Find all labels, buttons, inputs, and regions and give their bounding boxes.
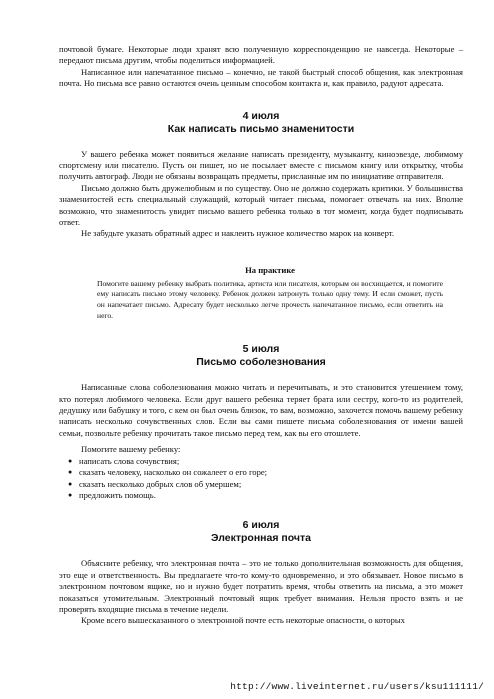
source-url-watermark: http://www.liveinternet.ru/users/ksu111111/ [230, 681, 484, 692]
intro-paragraph-2: Написанное или напечатанное письмо – конечно, не такой быстрый способ общения, как электронная почта. Но письма все равно остаются очень ценным способом контакта и, как правило, радуют адресата. [59, 66, 463, 89]
section-title: Как написать письмо знаменитости [167, 122, 355, 135]
document-page [59, 44, 463, 627]
list-intro: Помогите вашему ребенку: [81, 444, 181, 455]
section-title: Письмо соболезнования [196, 356, 326, 369]
practice-box [97, 264, 443, 321]
practice-text: Помогите вашему ребенку выбрать политика, артиста или писателя, которым он восхищается, и помогите ему написать письмо этому человеку. Ребенок должен затронуть только одну тему. И если сможет, пусть он напечатает письмо. Адресату будет несколько легче прочесть напечатанное письмо, если ответить на него. [97, 278, 443, 320]
list-item: ● сказать человеку, насколько он сожалеет о его горе; [68, 467, 268, 478]
section3-paragraph-1: Объясните ребенку, что электронная почта – это не только дополнительная возможность для общения, это еще и ответственность. Вы предлагаете что-то кому-то одновременно, и это обязывает. Новое письмо в электронном почтовом ящике, но и нужно будет потратить время, чтобы ответить на письма, а это может показаться утомительным. Электронный почтовый ящик требует внимания. Нельзя просто взять и не проверять входящие письма в течение недели. [59, 558, 463, 614]
section-date: 4 июля [242, 109, 280, 122]
section1-paragraph-3: Не забудьте указать обратный адрес и наклеить нужное количество марок на конверт. [81, 228, 395, 239]
intro-paragraph-1: почтовой бумаге. Некоторые люди хранят всю полученную корреспонденцию не навсегда. Некоторые – передают письма другим, чтобы поделиться информацией. [59, 44, 463, 66]
section3-paragraph-2: Кроме всего вышесказанного о электронной почте есть некоторые опасности, о которых [81, 615, 405, 626]
section1-paragraph-2: Письмо должно быть дружелюбным и по существу. Оно не должно содержать критики. У большинства знаменитостей есть специальный служащий, который читает письма, помогает отвечать на них. Вполне возможно, что знаменитость увидит письмо вашего ребенка только в тот момент, когда будет подписывать ответ. [59, 182, 463, 228]
bullet-icon: ● [68, 468, 73, 477]
list-item: ● написать слова сочувствия; [68, 455, 180, 466]
section1-paragraph-1: У вашего ребенка может появиться желание написать президенту, музыканту, киноэвезде, любимому спортсмену или писателю. Пусть он пишет, но не посылает вместе с письмом книгу или открытку, чтобы получить автограф. Люди не обязаны возвращать предметы, присланные им по инициативе отправителя. [59, 148, 463, 182]
section-date: 5 июля [242, 343, 280, 356]
help-list [59, 456, 463, 502]
section-date: 6 июля [242, 519, 280, 532]
section-title: Электронная почта [211, 532, 311, 545]
bullet-icon: ● [68, 479, 73, 488]
practice-title: На практике [245, 264, 295, 275]
list-item: ● сказать несколько добрых слов об умершем; [68, 478, 242, 489]
bullet-icon: ● [68, 490, 73, 499]
section2-paragraph-1: Написанные слова соболезнования можно читать и перечитывать, и это становится утешением тому, кто потерял любимого человека. Если друг вашего ребенка теряет брата или сестру, кого-то из родителей, дедушку или бабушку и того, с кем он был очень близок, то вам, возможно, захочется помочь вашему ребенку написать несколько сочувственных слов. Если вы сами пишете письма соболезнования от имени вашей семьи, позвольте ребенку прочитать такое письмо перед тем, как вы его отошлете. [59, 382, 463, 438]
list-item: ● предложить помощь. [68, 489, 156, 500]
bullet-icon: ● [68, 456, 73, 465]
